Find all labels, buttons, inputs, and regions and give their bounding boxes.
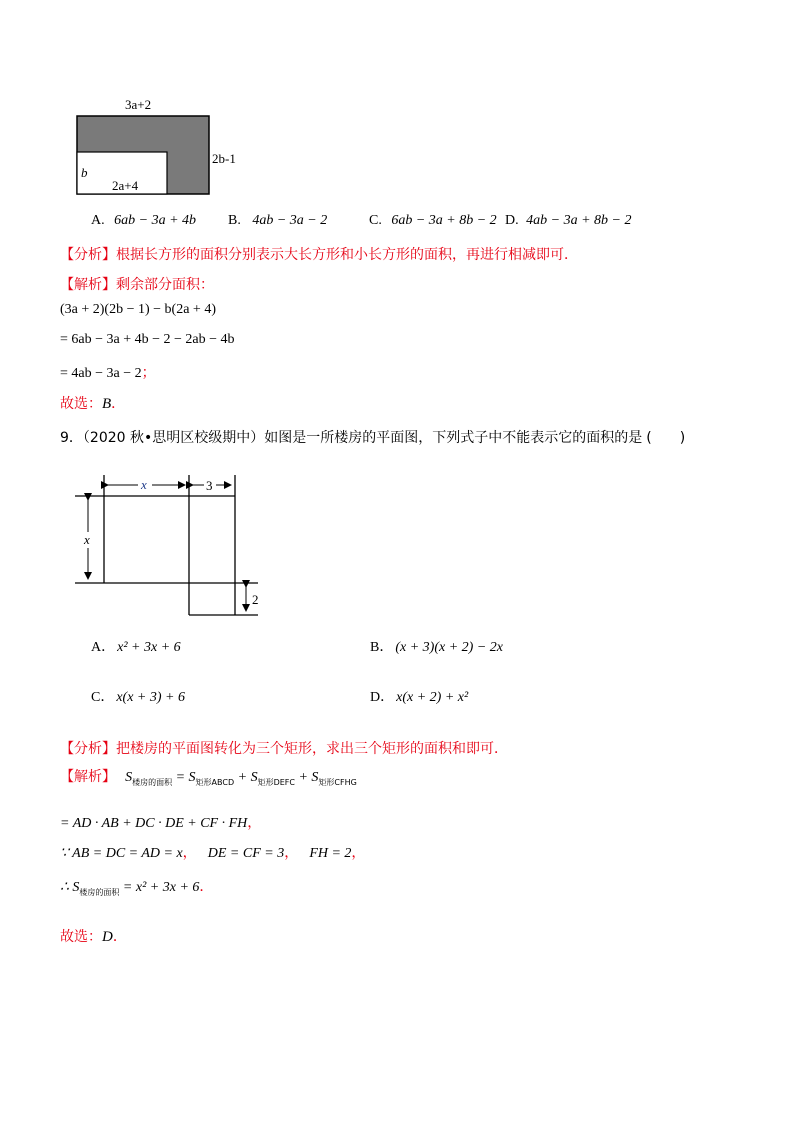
q9-stem [60, 427, 685, 447]
q9-answer: 故选：D． [60, 929, 127, 945]
label-three: 3 [206, 478, 213, 493]
analysis-text: 把楼房的平面图转化为三个矩形，求出三个矩形的面积和即可． [116, 741, 508, 757]
q8-option-c[interactable]: C. 6ab − 3a + 8b − 2 [369, 213, 497, 228]
step-end: ； [141, 365, 156, 381]
question-stem: 9．（2020 秋•思明区校级期中）如图是一所楼房的平面图，下列式子中不能表示它的面积的是 [60, 430, 643, 446]
q9-solution-line-4: ∴ $S_{楼房的面积} = x^2 + 3x + 6$． [60, 879, 214, 898]
q8-option-b[interactable]: B. 4ab − 3a − 2 [228, 213, 328, 228]
q9-option-d[interactable]: D． x(x + 2) + x² [370, 690, 469, 705]
label-x-left: x [84, 532, 90, 547]
q9-solution-line-1: 【解析】 $S_{楼房的面积} = S_{矩形ABCD} + S_{矩形DEFC} + S_{矩形CFHG}$ [60, 769, 357, 787]
label-inner-left: b [81, 165, 88, 180]
solution-tag: 【解析】 [60, 277, 116, 293]
q8-step-3: = 4ab − 3a − 2 [60, 366, 142, 381]
q9-option-a[interactable]: A． x² + 3x + 6 [91, 640, 181, 655]
q9-analysis [60, 738, 508, 758]
label-inner-bottom: 2a+4 [112, 178, 139, 193]
label-x-top: x [141, 477, 147, 492]
analysis-text: 根据长方形的面积分别表示大长方形和小长方形的面积，再进行相减即可． [116, 247, 578, 263]
solution-tag: 【解析】 [60, 769, 116, 785]
q9-solution-line-2: = AD · AB + DC · DE + CF · FH， [60, 815, 262, 831]
answer-letter: D [102, 929, 113, 945]
analysis-tag: 【分析】 [60, 247, 116, 263]
q8-option-a[interactable]: A. 6ab − 3a + 4b [91, 213, 197, 228]
label-top: 3a+2 [125, 97, 152, 112]
answer-letter: B [102, 396, 112, 412]
q9-solution-line-3: ∵ AB = DC = AD = x， DE = CF = 3， FH = 2， [60, 845, 366, 861]
q8-analysis [60, 244, 578, 264]
q8-step-3-line [60, 362, 156, 382]
answer-blank: ( ) [646, 430, 686, 446]
q9-option-b[interactable]: B． (x + 3)(x + 2) − 2x [370, 640, 503, 655]
q8-step-1: (3a + 2)(2b − 1) − b(2a + 4) [60, 302, 216, 317]
solution-text: 剩余部分面积： [116, 277, 214, 293]
q8-answer: 故选：B． [60, 396, 126, 412]
q8-option-d[interactable]: D. 4ab − 3a + 8b − 2 [505, 213, 632, 228]
q8-solution-heading [60, 274, 214, 294]
label-two: 2 [252, 592, 259, 607]
q9-figure [70, 470, 270, 620]
q8-figure [70, 92, 250, 202]
q9-option-c[interactable]: C． x(x + 3) + 6 [91, 690, 185, 705]
analysis-tag: 【分析】 [60, 741, 116, 757]
q8-step-2: = 6ab − 3a + 4b − 2 − 2ab − 4b [60, 332, 235, 347]
label-right: 2b-1 [212, 151, 236, 166]
